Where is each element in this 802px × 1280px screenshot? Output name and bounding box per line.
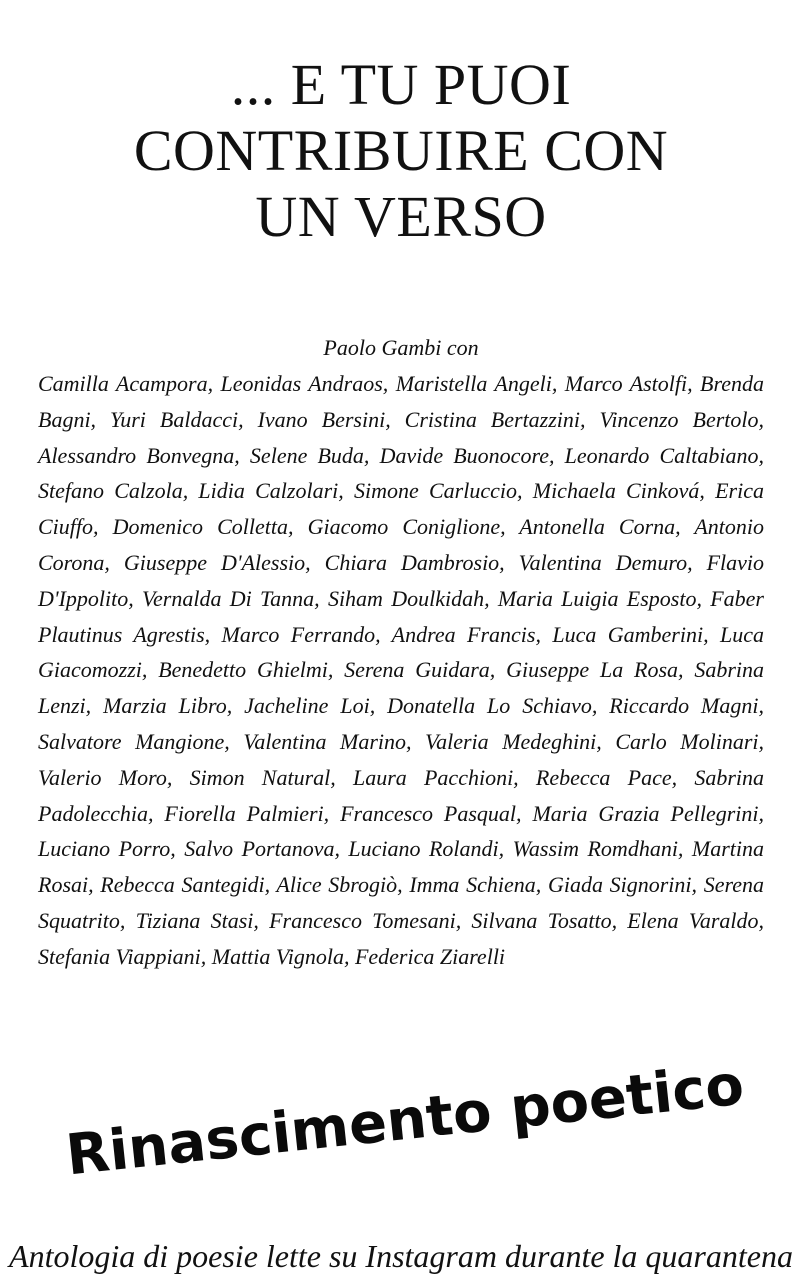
- series-stamp: Rinascimento poetico: [63, 1052, 747, 1189]
- title-line-3: UN VERSO: [255, 184, 547, 249]
- book-subtitle: Antologia di poesie lette su Instagram durante la quarantena: [9, 1238, 793, 1274]
- authors-list: Camilla Acampora, Leonidas Andraos, Maristella Angeli, Marco Astolfi, Brenda Bagni, Yuri Baldacci, Ivano Bersini, Cristina Bertazzini, Vincenzo Bertolo, Alessandro Bonvegna, Selene Buda, Davide Buonocore, Leonardo Caltabiano, Stefano Calzola, Lidia Calzolari, Simone Carluccio, Michaela Cinková, Erica Ciuffo, Domenico Colletta, Giacomo Coniglione, Antonella Corna, Antonio Corona, Giuseppe D'Alessio, Chiara Dambrosio, Valentina Demuro, Flavio D'Ippolito, Vernalda Di Tanna, Siham Doulkidah, Maria Luigia Esposto, Faber Plautinus Agrestis, Marco Ferrando, Andrea Francis, Luca Gamberini, Luca Giacomozzi, Benedetto Ghielmi, Serena Guidara, Giuseppe La Rosa, Sabrina Lenzi, Marzia Libro, Jacheline Loi, Donatella Lo Schiavo, Riccardo Magni, Salvatore Mangione, Valentina Marino, Valeria Medeghini, Carlo Molinari, Valerio Moro, Simon Natural, Laura Pacchioni, Rebecca Pace, Sabrina Padolecchia, Fiorella Palmieri, Francesco Pasqual, Maria Grazia Pellegrini, Luciano Porro, Salvo Portanova, Luciano Rolandi, Wassim Romdhani, Martina Rosai, Rebecca Santegidi, Alice Sbrogiò, Imma Schiena, Giada Signorini, Serena Squatrito, Tiziana Stasi, Francesco Tomesani, Silvana Tosatto, Elena Varaldo, Stefania Viappiani, Mattia Vignola, Federica Ziarelli: [38, 371, 764, 969]
- book-title: [0, 52, 802, 250]
- editor-credit: Paolo Gambi con: [323, 335, 479, 360]
- title-line-2: CONTRIBUIRE CON: [133, 118, 669, 183]
- title-line-1: ... E TU PUOI: [230, 52, 572, 117]
